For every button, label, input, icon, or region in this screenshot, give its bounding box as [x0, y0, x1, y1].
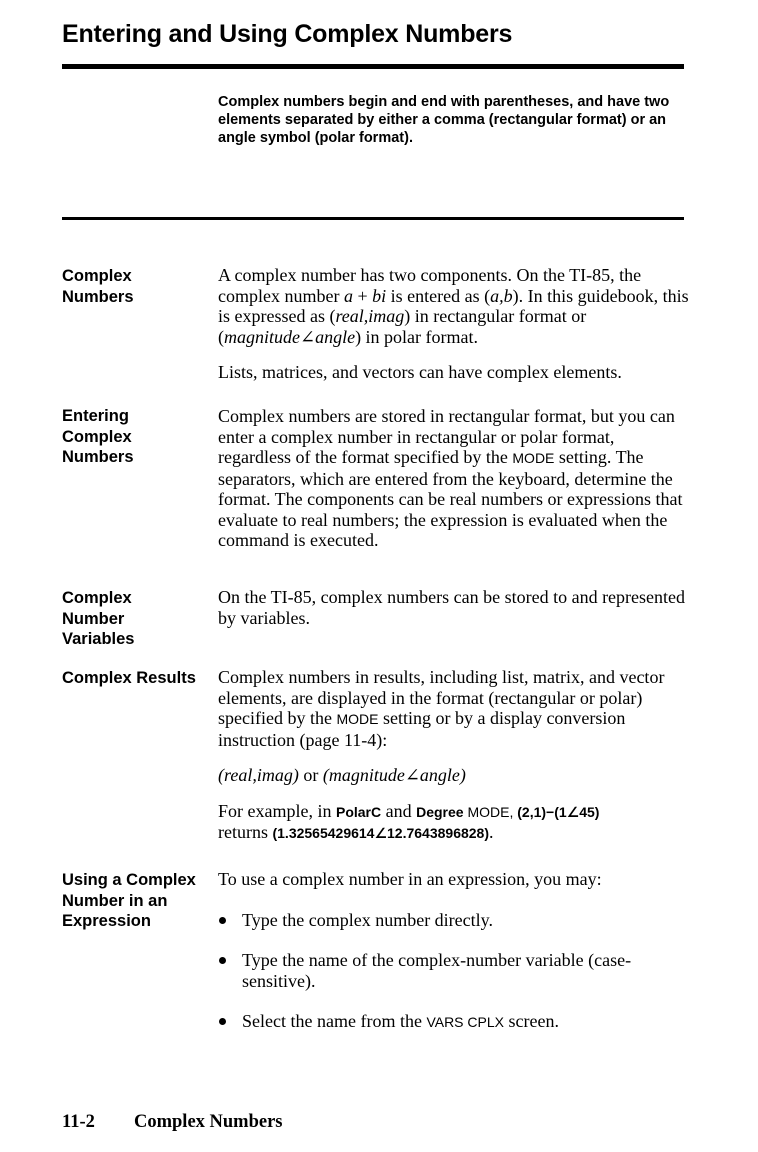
complex-numbers-body [218, 265, 690, 383]
results-body [218, 667, 690, 844]
usage-list [218, 910, 690, 1033]
page-title: Entering and Using Complex Numbers [62, 20, 513, 48]
mode-key: MODE [512, 450, 555, 466]
result-formats: (real,imag) or (magnitude∠angle) [218, 765, 466, 785]
entering-paragraph: Complex numbers are stored in rectangular format, but you can enter a complex number in rectangular or polar format, regardless of the format specified by the MODE setting. The separators, which are entered from the keyboard, determine the format. The components can be real numbers or expressions that evaluate to real numbers; the expression is evaluated when the command is executed. [218, 406, 683, 550]
mode-key: MODE [336, 711, 379, 727]
variables-paragraph: On the TI-85, complex numbers can be stored to and represented by variables. [218, 587, 686, 628]
page-number: 11-2 [62, 1112, 95, 1132]
chapter-name: Complex Numbers [134, 1112, 283, 1132]
entering-body [218, 406, 690, 551]
heading-complex-number-variables: Complex Number Variables [62, 589, 135, 648]
results-example: For example, in PolarC and Degree MODE, (2,1)−(1∠45) returns (1.32565429614∠12.7643896828). [218, 800, 600, 842]
variables-body [218, 587, 690, 628]
bullet-icon [219, 1018, 226, 1025]
bullet-icon [219, 957, 226, 964]
vars-cplx-key: VARS CPLX [426, 1014, 504, 1030]
using-body [218, 869, 690, 1033]
section-divider [62, 217, 684, 220]
using-lead: To use a complex number in an expression, you may: [218, 869, 602, 889]
heading-complex-numbers: Complex Numbers [62, 267, 134, 306]
header-rule [62, 64, 684, 69]
complex-elements-paragraph: Lists, matrices, and vectors can have complex elements. [218, 362, 622, 382]
list-item: Select the name from the VARS CPLX screen. [218, 1011, 690, 1033]
intro-summary: Complex numbers begin and end with parentheses, and have two elements separated by either a comma (rectangular format) or an angle symbol (polar format). [218, 94, 670, 146]
list-item: Type the name of the complex-number variable (case-sensitive). [218, 950, 690, 991]
complex-numbers-paragraph: A complex number has two components. On the TI-85, the complex number a + bi is entered as (a,b). In this guidebook, this is expressed as (real,imag) in rectangular format or (magnitude∠angle) in polar format. [218, 265, 689, 347]
bullet-icon [219, 917, 226, 924]
page-footer [62, 1112, 283, 1133]
list-item: Type the complex number directly. [218, 910, 690, 931]
heading-complex-results: Complex Results [62, 669, 196, 687]
heading-using-complex-number: Using a Complex Number in an Expression [62, 871, 196, 930]
heading-entering-complex-numbers: Entering Complex Numbers [62, 407, 134, 466]
results-paragraph: Complex numbers in results, including list, matrix, and vector elements, are displayed in the format (rectangular or polar) specified by the MODE setting or by a display conversion instruction (page 11-4): [218, 667, 665, 750]
